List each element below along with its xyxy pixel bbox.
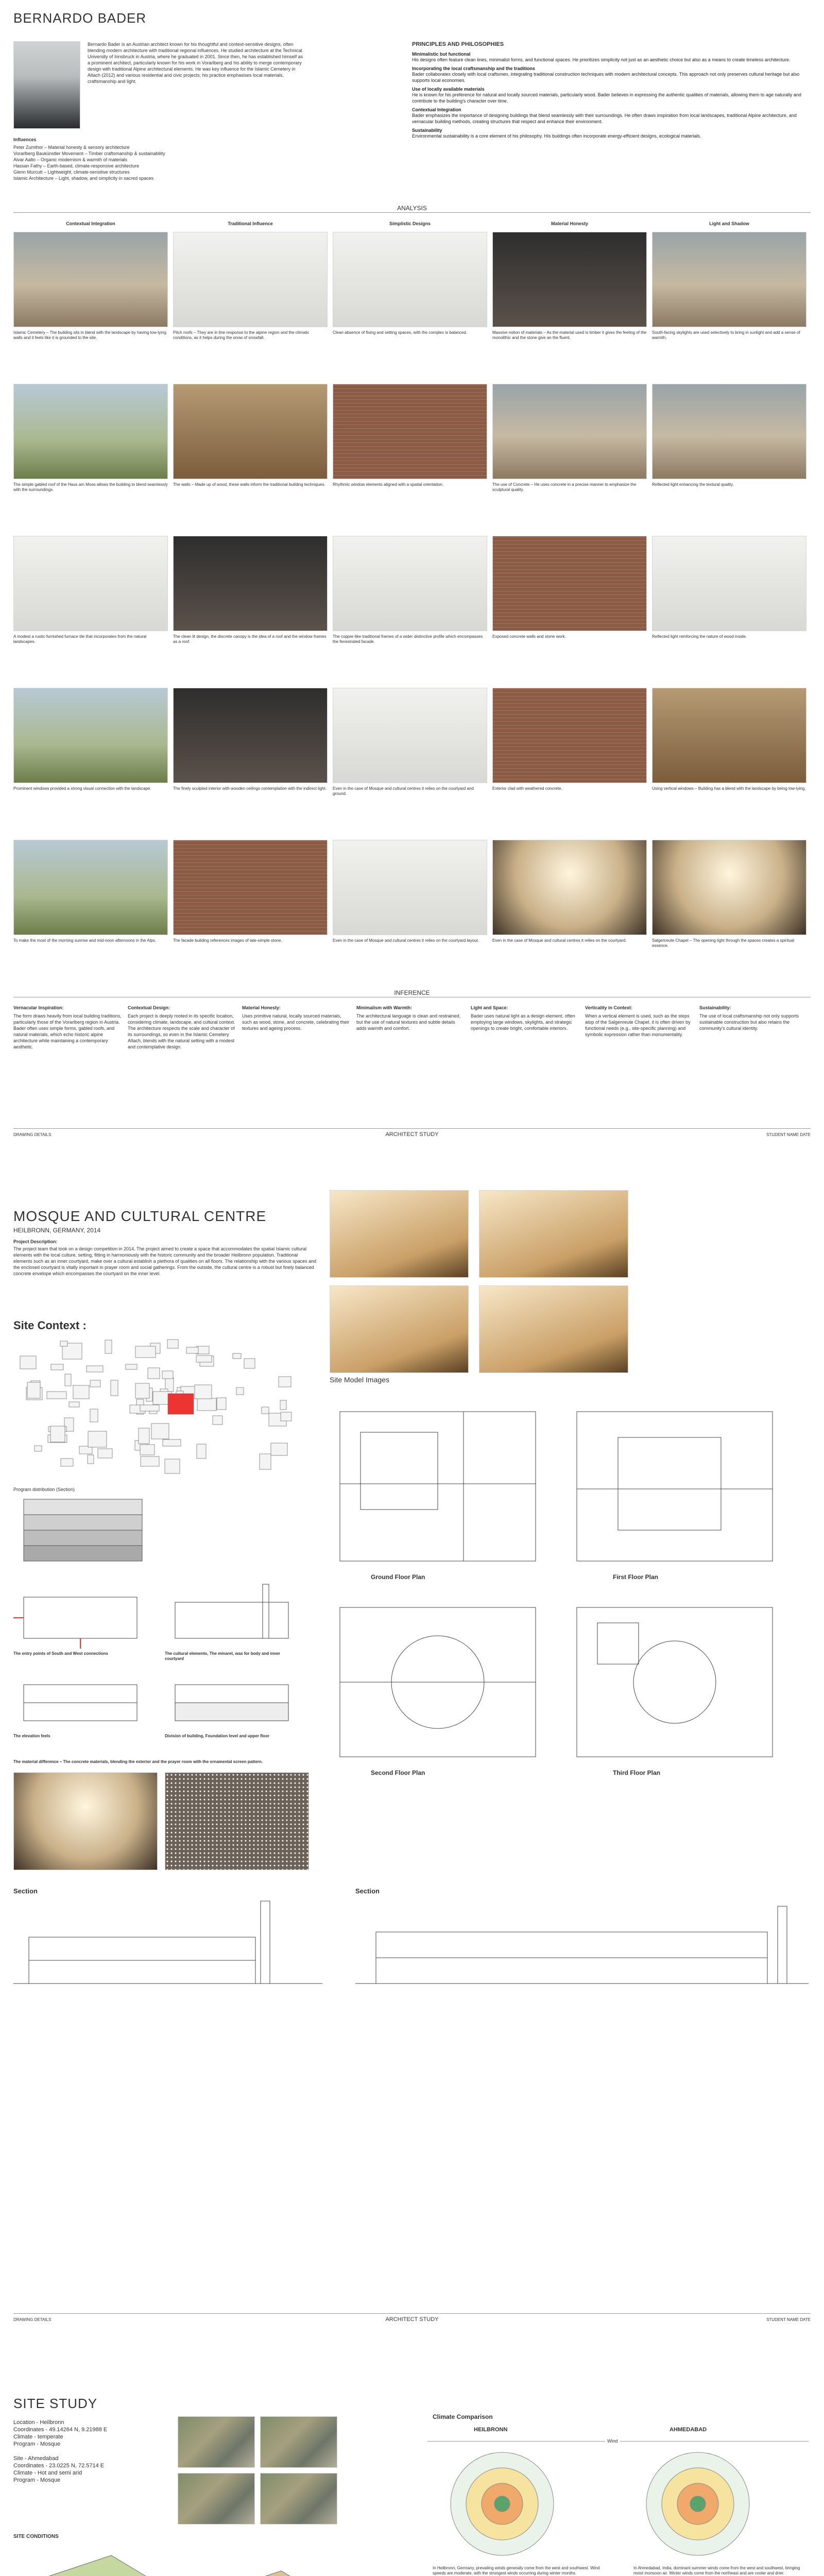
architect-portrait <box>13 41 80 129</box>
inference-head: Light and Space: <box>471 1005 508 1010</box>
analysis-column-header: Material Honesty <box>551 221 589 226</box>
site-study-title: SITE STUDY <box>13 2396 98 2411</box>
map-building-block <box>165 1459 180 1473</box>
section-title-2: Section <box>355 1887 380 1895</box>
site-info <box>13 2419 168 2484</box>
site-model-images-label: Site Model Images <box>330 1376 389 1384</box>
principles-list <box>412 52 803 142</box>
principle <box>412 66 803 83</box>
map-site-block <box>168 1394 194 1414</box>
map-building-block <box>35 1446 42 1451</box>
elevation-diagram <box>13 1674 158 1731</box>
analysis-photo <box>13 536 168 631</box>
caption-division: Division of building, Foundation level and upper floor <box>165 1734 270 1738</box>
map-building-block <box>197 1444 206 1459</box>
map-building-block <box>217 1398 226 1410</box>
inference-head: Contextual Design: <box>128 1005 170 1010</box>
inference-head: Verticality in Context: <box>585 1005 633 1010</box>
analysis-caption: Clean absence of fixing and setting spaces, with the complex is balanced. <box>333 330 468 335</box>
wind-rose-heilbronn <box>443 2447 561 2561</box>
site-info-line: Site - Ahmedabad <box>13 2455 59 2462</box>
map-building-block <box>163 1439 181 1446</box>
influence-item: Alvar Aalto – Organic modernism & warmth of materials <box>13 157 128 162</box>
analysis-photo <box>652 232 806 327</box>
map-building-block <box>126 1364 137 1369</box>
influences-title: Influences <box>13 137 37 142</box>
site-conditions-diagram <box>13 2545 338 2576</box>
analysis-caption: Reflected light enhancing the textural quality. <box>652 482 734 487</box>
analysis-caption: Rhythmic window elements aligned with a spatial orientation. <box>333 482 444 487</box>
principle-body: He is known for his preference for natural and locally sourced materials, particularly wood. Bader believes in expressing the authentic qualities of materials, allowing them to age naturally and contribute to the building's character over time. <box>412 92 801 104</box>
map-building-block <box>213 1416 222 1425</box>
inference-head: Material Honesty: <box>242 1005 281 1010</box>
analysis-column-header: Light and Shadow <box>709 221 749 226</box>
program-distribution-title: Program distribution (Section) <box>13 1487 75 1492</box>
principle-head: Incorporating the local craftsmanship and the traditions <box>412 66 536 71</box>
entry-diagram <box>13 1582 158 1649</box>
analysis-caption: Reflected light reinforcing the nature of wood inside. <box>652 634 747 639</box>
model-photo <box>479 1285 628 1373</box>
influence-item: Islamic Architecture – Light, shadow, and simplicity in sacred spaces <box>13 176 154 181</box>
footer-right: STUDENT NAME DATE <box>766 1132 811 1137</box>
second-floor-label: Second Floor Plan <box>371 1769 425 1776</box>
analysis-caption: Exterior clad with weathered concrete. <box>492 786 562 791</box>
analysis-title: ANALYSIS <box>397 205 427 212</box>
heilbronn-label: HEILBRONN <box>474 2427 508 2433</box>
analysis-photo <box>173 840 328 935</box>
map-building-block <box>90 1380 100 1387</box>
site-info-line: Climate - temperate <box>13 2434 63 2440</box>
map-building-block <box>195 1385 212 1399</box>
map-building-block <box>105 1340 112 1353</box>
analysis-caption: The use of Concrete – He uses concrete in a precise manner to emphasize the sculptural quality. <box>492 482 637 492</box>
first-floor-label: First Floor Plan <box>613 1573 659 1581</box>
principle <box>412 107 803 125</box>
analysis-caption: Even in the case of Mosque and cultural centres it relies on the courtyard layout. <box>333 938 479 943</box>
inference-head: Vernacular Inspiration: <box>13 1005 64 1010</box>
analysis-photo <box>333 840 487 935</box>
project-description: The project team that took on a design competition in 2014. The project aimed to create a space that accommodates the spatial Islamic cultural elements with the local culture, setting, fitting in harmoniously with the historic community and the broader Heilbronn population. Traditional elements such as an inner courtyard, make over a cultural establish a plethora of qualities on all floors. The relationship with the various spaces and the enclosed courtyard is vitally important in prayer room and social gatherings. From the outside, the cultural centre is a robust but finely balanced concrete envelope which encompasses the courtyard on the inner level. <box>13 1246 317 1276</box>
analysis-photo <box>333 688 487 783</box>
map-building-block <box>236 1387 244 1395</box>
map-building-block <box>20 1356 36 1369</box>
site-info-line: Location - Heilbronn <box>13 2419 64 2426</box>
influence-item: Peter Zumthor – Material honesty & sensory architecture <box>13 145 130 150</box>
map-building-block <box>279 1377 291 1387</box>
inference-body: Bader uses natural light as a design element, often employing large windows, skylights, and strategic openings to create bright, comfortable interiors. <box>471 1013 575 1031</box>
site-info-line: Program - Mosque <box>13 2477 61 2483</box>
analysis-photo <box>13 688 168 783</box>
site-satellite-ahmedabad <box>178 2473 255 2524</box>
site-satellite-heilbronn-zoom <box>260 2416 337 2468</box>
map-building-block <box>65 1374 71 1386</box>
analysis-photo <box>492 232 647 327</box>
analysis-photo <box>333 536 487 631</box>
analysis-caption: Even in the case of Mosque and cultural centres it relies on the courtyard and ground. <box>333 786 474 796</box>
map-building-block <box>271 1443 287 1455</box>
caption-material: The material difference – The concrete materials, blending the exterior and the prayer room with the ornamental screen pattern. <box>13 1759 263 1764</box>
principle <box>412 87 803 104</box>
map-building-block <box>60 1341 67 1346</box>
caption-entry: The entry points of South and West connections <box>13 1651 108 1656</box>
footer-center: ARCHITECT STUDY <box>385 2316 439 2323</box>
cultural-diagram <box>165 1582 309 1649</box>
principle <box>412 128 803 139</box>
analysis-caption: The finely sculpted interior with wooden ceilings contemplation with the indirect light. <box>173 786 327 791</box>
analysis-caption: The simple gabled roof of the Haus am Moos allows the building to blend seamlessly with the surroundings. <box>13 482 168 492</box>
site-conditions-title: SITE CONDITIONS <box>13 2534 59 2539</box>
program-distribution-section <box>13 1494 158 1566</box>
architect-name: BERNARDO BADER <box>13 10 147 26</box>
principles-title: PRINCIPLES AND PHILOSOPHIES <box>412 41 504 47</box>
analysis-column-header: Simplistic Designs <box>389 221 431 226</box>
analysis-photo <box>492 688 647 783</box>
map-building-block <box>148 1368 160 1379</box>
map-building-block <box>135 1346 156 1358</box>
analysis-caption: Using vertical windows – Building has a blend with the landscape by being low-lying. <box>652 786 806 791</box>
map-building-block <box>87 1366 103 1372</box>
map-building-block <box>50 1426 65 1442</box>
screen-pattern-render <box>165 1772 309 1870</box>
wind-title: Wind <box>605 2438 620 2444</box>
analysis-caption: Islamic Cemetery – The building sits in blend with the landscape by having low-lying walls and it feels like it is grounded to the site. <box>13 330 166 340</box>
interior-render <box>13 1772 158 1870</box>
inference-body: Uses primitive natural, locally sourced materials, such as wood, stone, and concrete, celebrating their textures and ageing process. <box>242 1013 350 1031</box>
analysis-photo <box>333 384 487 479</box>
model-photo <box>479 1190 628 1278</box>
map-building-block <box>186 1347 198 1353</box>
map-building-block <box>88 1455 94 1464</box>
wind-note-ahmedabad: In Ahmedabad, India, dominant summer winds come from the west and southwest, bringing moist monsoon air. Winter winds come from the northeast and are cooler and drier. <box>633 2566 800 2575</box>
analysis-caption: The clean lit design, the discrete canopy is the idea of a roof and the window frames as a roof. <box>173 634 327 644</box>
analysis-caption: The facade building references images of late-simple stone. <box>173 938 282 943</box>
influence-item: Glenn Murcutt – Lightweight, climate-sensitive structures <box>13 170 130 175</box>
analysis-photo <box>13 232 168 327</box>
principle-head: Minimalistic but functional <box>412 52 471 57</box>
analysis-column-header: Traditional Influence <box>228 221 273 226</box>
second-floor-plan <box>330 1597 556 1767</box>
inference-body: The use of local craftsmanship not only supports sustainable construction but also retains the community's cultural identity. <box>699 1013 799 1031</box>
principle-head: Sustainability <box>412 128 442 133</box>
inference-body: The form draws heavily from local building traditions, particularly those of the Vorarlberg region in Austria. Bader often uses simple forms, gabled roofs, and natural materials, which echo historic alpine architecture while maintaining a contemporary aesthetic. <box>13 1013 122 1049</box>
inference-body: When a vertical element is used, such as the steps atop of the Salgenreute Chapel, it is often driven by functional needs (e.g., site-specific planning) and symbolic expression rather than monumentality. <box>585 1013 691 1037</box>
principle-body: Environmental sustainability is a core element of his philosophy. His buildings often incorporate energy-efficient designs, ecological materials. <box>412 133 701 139</box>
sheet-site-study <box>0 2370 824 2576</box>
architect-bio: Bernardo Bader is an Austrian architect known for his thoughtful and context-sensitive designs, often blending modern architecture with traditional regional influences. He studied architecture at the Technical University of Innsbruck in Austria, where he graduated in 2001. Since then, he has established himself as a prominent architect, particularly known for his work in Vorarlberg and his ability to merge contemporary design with traditional Alpine architectural elements. He was key influence for the Islamic Cemetery in Altach (2012) and various residential and civic projects; his practice emphasises local materials, craftsmanship and light. <box>88 42 303 84</box>
analysis-caption: Even in the case of Mosque and cultural centres it relies on the courtyard. <box>492 938 627 943</box>
map-building-block <box>281 1412 291 1421</box>
map-building-block <box>51 1364 63 1370</box>
map-building-block <box>262 1407 269 1414</box>
caption-cultural: The cultural elements, The minaret, was for body and inner courtyard <box>165 1651 281 1661</box>
map-building-block <box>196 1355 212 1362</box>
analysis-photo <box>333 232 487 327</box>
map-building-block <box>61 1459 73 1466</box>
analysis-photo <box>652 840 806 935</box>
map-building-block <box>135 1383 149 1398</box>
site-info-line: Climate - Hot and semi arid <box>13 2470 82 2476</box>
analysis-photo <box>173 688 328 783</box>
model-photo <box>330 1285 469 1373</box>
footer-center: ARCHITECT STUDY <box>385 1131 439 1138</box>
site-info-line: Program - Mosque <box>13 2441 61 2447</box>
inference-head: Sustainability: <box>699 1005 731 1010</box>
influence-item: Vorarlberg Baukünstler Movement – Timber craftsmanship & sustainability <box>13 151 165 156</box>
wind-rose-ahmedabad <box>639 2447 757 2561</box>
analysis-caption: Pitch roofs – They are in line response to the alpine region and the climatic conditions, as it helps during the snow of snowfall. <box>173 330 310 340</box>
analysis-photo <box>492 536 647 631</box>
division-diagram <box>165 1674 309 1731</box>
climate-comparison-title: Climate Comparison <box>433 2413 493 2420</box>
analysis-caption: South-facing skylights are used selectively to bring in sunlight and add a sense of warmth. <box>652 330 800 340</box>
map-building-block <box>140 1445 154 1455</box>
ground-floor-label: Ground Floor Plan <box>371 1573 425 1581</box>
analysis-photo <box>13 384 168 479</box>
model-photo <box>330 1190 469 1278</box>
map-building-block <box>69 1402 79 1407</box>
section-drawing-2 <box>355 1896 809 1994</box>
site-satellite-heilbronn <box>178 2416 255 2468</box>
map-building-block <box>140 1405 159 1411</box>
site-info-line: Coordinates - 23.0225 N, 72.5714 E <box>13 2463 105 2469</box>
analysis-caption: To make the most of the morning sunrise and mid-noon afternoons in the Alps. <box>13 938 157 943</box>
site-context-title: Site Context : <box>13 1319 87 1332</box>
footer-right: STUDENT NAME DATE <box>766 2317 811 2322</box>
principle-head: Contextual Integration <box>412 107 461 112</box>
analysis-caption: Massive notion of materials – As the material used is timber it gives the feeling of the monolithic and the stone give an the fluent. <box>492 330 647 340</box>
footer-left: DRAWING DETAILS <box>13 2317 52 2322</box>
analysis-photo <box>652 688 806 783</box>
principle-body: Bader collaborates closely with local craftsmen, integrating traditional construction techniques with modern architectural concepts. This approach not only preserves cultural heritage but also supports local economies. <box>412 72 800 83</box>
influences-list <box>13 144 302 181</box>
site-info-line <box>13 2448 168 2455</box>
analysis-photo <box>173 384 328 479</box>
case-study-title: MOSQUE AND CULTURAL CENTRE <box>13 1208 267 1224</box>
analysis-photo <box>492 384 647 479</box>
map-building-block <box>197 1398 216 1411</box>
analysis-caption: Exposed concrete walls and stone work. <box>492 634 566 639</box>
map-building-block <box>27 1382 40 1398</box>
map-building-block <box>280 1400 286 1410</box>
map-building-block <box>233 1353 241 1359</box>
footer-rule <box>13 2313 811 2314</box>
analysis-caption: The copper-like traditional frames of a wider distinctive profile which encompasses the fenestrated facade. <box>333 634 483 644</box>
analysis-photo <box>173 536 328 631</box>
analysis-caption: Prominent windows provided a strong visual connection with the landscape. <box>13 786 151 791</box>
map-building-block <box>141 1456 159 1466</box>
analysis-photo <box>13 840 168 935</box>
principle-body: His designs often feature clean lines, minimalist forms, and functional spaces. He prioritizes simplicity not just as an aesthetic choice but also as a means to create timeless architecture. <box>412 57 791 62</box>
inference-body: Each project is deeply rooted in its specific location, considering climate, landscape, and cultural context. The architecture respects the scale and character of its surroundings, so even in the Islamic Cemetery Altach, blends with the natural setting with a modest and contemplative design. <box>128 1013 235 1049</box>
analysis-column-header: Contextual Integration <box>66 221 115 226</box>
caption-elevation: The elevation feels <box>13 1734 50 1738</box>
third-floor-plan <box>566 1597 793 1767</box>
ground-floor-plan <box>330 1401 556 1571</box>
map-building-block <box>162 1371 173 1379</box>
analysis-caption: The walls – Made up of wood, these walls inform the traditional building techniques. <box>173 482 325 487</box>
map-building-block <box>167 1340 178 1348</box>
inference-title: INFERENCE <box>394 989 430 996</box>
inference-head: Minimalism with Warmth: <box>356 1005 413 1010</box>
map-building-block <box>244 1359 255 1368</box>
principle-head: Use of locally available materials <box>412 87 485 92</box>
analysis-photo <box>492 840 647 935</box>
section-drawing-1 <box>13 1896 322 1994</box>
analysis-rule <box>13 212 811 213</box>
map-building-block <box>111 1380 118 1396</box>
principle-body: Bader emphasizes the importance of designing buildings that blend seamlessly with their surroundings. He often draws inspiration from local landscapes, traditional Alpine architecture, and vernacular building methods, creating structures that respect and enhance their environment. <box>412 113 797 124</box>
sheet-mosque-case-study <box>0 1185 824 2370</box>
analysis-caption: Salgenreute Chapel – The opening light through the spaces creates a spiritual essence. <box>652 938 795 948</box>
map-building-block <box>90 1409 98 1422</box>
ahmedabad-label: AHMEDABAD <box>670 2427 707 2433</box>
wind-note-heilbronn: In Heilbronn, Germany, prevailing winds generally come from the west and southwest. Wind speeds are moderate, with the strongest winds occurring during winter months. <box>433 2566 600 2575</box>
map-building-block <box>260 1454 271 1469</box>
inference-body: The architectural language is clean and restrained, but the use of natural textures and subtle details adds warmth and comfort. <box>356 1013 461 1031</box>
analysis-photo <box>652 384 806 479</box>
principle <box>412 52 803 63</box>
case-study-subtitle: HEILBRONN, GERMANY, 2014 <box>13 1227 101 1234</box>
map-building-block <box>47 1392 66 1399</box>
site-info-line: Coordinates - 49.14264 N, 9.21988 E <box>13 2427 108 2433</box>
sheet-architect-study <box>0 0 824 1185</box>
map-building-block <box>151 1423 169 1439</box>
influence-item: Hassan Fathy – Earth-based, climate-responsive architecture <box>13 163 140 168</box>
map-building-block <box>139 1428 149 1444</box>
footer-rule <box>13 1128 811 1129</box>
analysis-photo <box>173 232 328 327</box>
footer-left: DRAWING DETAILS <box>13 1132 52 1137</box>
site-satellite-ahmedabad-zoom <box>260 2473 337 2524</box>
map-building-block <box>88 1431 107 1447</box>
third-floor-label: Third Floor Plan <box>613 1769 660 1776</box>
analysis-photo <box>652 536 806 631</box>
section-title-1: Section <box>13 1887 38 1895</box>
first-floor-plan <box>566 1401 793 1571</box>
site-context-map <box>13 1337 312 1476</box>
map-building-block <box>73 1385 89 1399</box>
project-description-title: Project Description: <box>13 1239 58 1244</box>
map-building-block <box>98 1449 112 1458</box>
analysis-caption: A modest a rustic-furnished furnace tile that incorporates from the natural landscapes. <box>13 634 147 644</box>
